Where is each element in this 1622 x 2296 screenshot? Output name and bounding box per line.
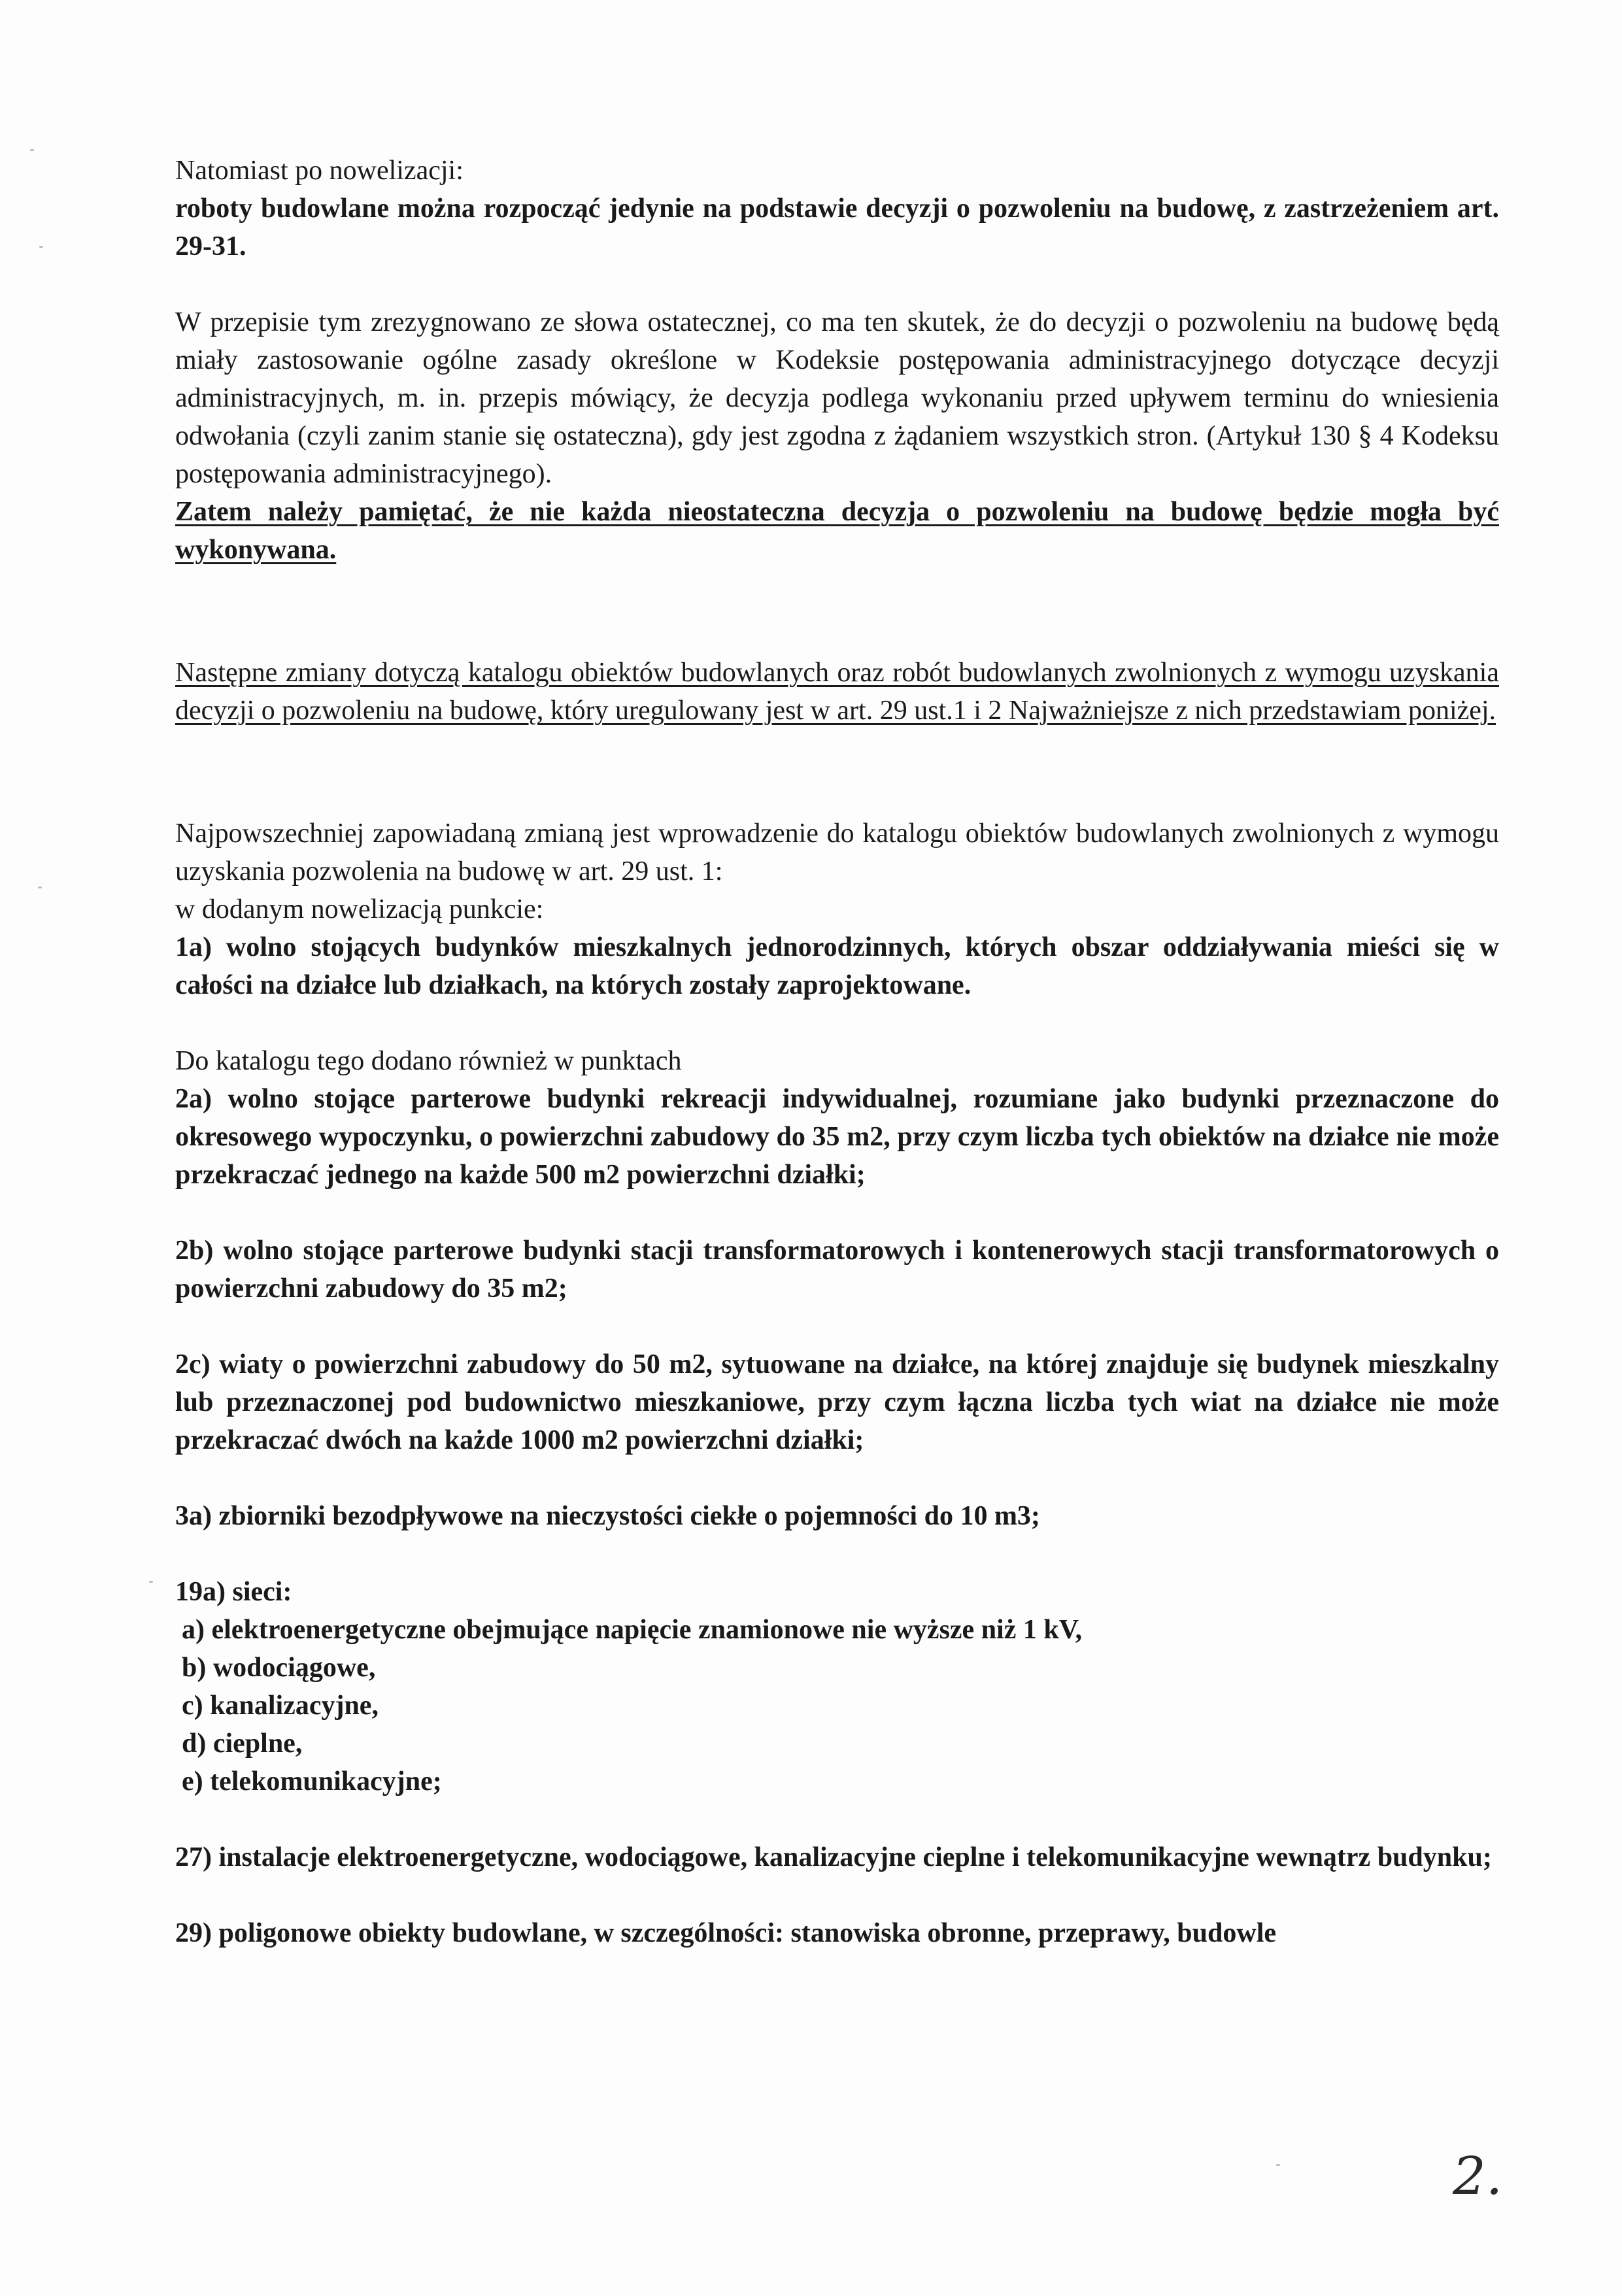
scan-speck: [38, 886, 42, 888]
intro-bold-text: roboty budowlane można rozpocząć jedynie na podstawie decyzji o pozwoleniu na budowę, z zastrzeżeniem art. 29-31.: [175, 194, 1499, 262]
item-2a: 2a) wolno stojące parterowe budynki rekreacji indywidualnej, rozumiane jako budynki przeznaczone do okresowego wypoczynku, o powierzchni zabudowy do 35 m2, przy czym liczba tych obiektów na działce nie może przekraczać jednego na każde 500 m2 powierzchni działki;: [175, 1084, 1499, 1190]
paragraph-added-point: w dodanym nowelizacją punkcie:: [175, 894, 544, 924]
paragraph-next-changes: Następne zmiany dotyczą katalogu obiektów budowlanych oraz robót budowlanych zwolnionych z wymogu uzyskania decyzji o pozwoleniu na budowę, który uregulowany jest w art. 29 ust.1 i 2 Najważniejsze z nich przedstawiam poniżej.: [175, 658, 1499, 726]
scan-speck: [149, 1581, 153, 1583]
item-19a-list: [175, 1611, 1499, 1800]
item-3a: 3a) zbiorniki bezodpływowe na nieczystości ciekłe o pojemności do 10 m3;: [175, 1501, 1040, 1531]
item-2c: 2c) wiaty o powierzchni zabudowy do 50 m2, sytuowane na działce, na której znajduje się budynek mieszkalny lub przeznaczonej pod budownictwo mieszkaniowe, przy czym łączna liczba tych wiat na działce nie może przekraczać dwóch na każde 1000 m2 powierzchni działki;: [175, 1349, 1499, 1455]
item-27: 27) instalacje elektroenergetyczne, wodociągowe, kanalizacyjne cieplne i telekomunikacyjne wewnątrz budynku;: [175, 1842, 1492, 1872]
item-19a: 19a) sieci:: [175, 1577, 292, 1607]
scan-speck: [30, 149, 34, 151]
list-item: a) elektroenergetyczne obejmujące napięcie znamionowe nie wyższe niż 1 kV,: [182, 1615, 1083, 1645]
list-item: c) kanalizacyjne,: [182, 1691, 379, 1721]
document-body: [175, 152, 1499, 1952]
list-item: b) wodociągowe,: [182, 1653, 376, 1683]
warning-text: Zatem należy pamiętać, że nie każda nieostateczna decyzja o pozwoleniu na budowę będzie mogła być wykonywana.: [175, 497, 1499, 565]
paragraph-catalog-additions: Do katalogu tego dodano również w punktach: [175, 1046, 682, 1076]
list-item: e) telekomunikacyjne;: [182, 1766, 442, 1797]
item-2b: 2b) wolno stojące parterowe budynki stacji transformatorowych i kontenerowych stacji transformatorowych o powierzchni zabudowy do 35 m2;: [175, 1236, 1499, 1304]
list-item: d) cieplne,: [182, 1729, 303, 1759]
paragraph-catalog-change: Najpowszechniej zapowiadaną zmianą jest wprowadzenie do katalogu obiektów budowlanych zwolnionych z wymogu uzyskania pozwolenia na budowę w art. 29 ust. 1:: [175, 819, 1499, 886]
intro-line: Natomiast po nowelizacji:: [175, 156, 464, 186]
item-29: 29) poligonowe obiekty budowlane, w szczególności: stanowiska obronne, przeprawy, budowle: [175, 1918, 1277, 1948]
item-1a: 1a) wolno stojących budynków mieszkalnych jednorodzinnych, których obszar oddziaływania mieści się w całości na działce lub działkach, na których zostały zaprojektowane.: [175, 932, 1499, 1000]
scan-speck: [1276, 2164, 1280, 2166]
scan-speck: [39, 246, 43, 248]
page-number: 2.: [1453, 2146, 1503, 2206]
paragraph-decision-rules: W przepisie tym zrezygnowano ze słowa ostatecznej, co ma ten skutek, że do decyzji o pozwoleniu na budowę będą miały zastosowanie ogólne zasady określone w Kodeksie postępowania administracyjnego dotyczące decyzji administracyjnych, m. in. przepis mówiący, że decyzja podlega wykonaniu przed upływem terminu do wniesienia odwołania (czyli zanim stanie się ostateczna), gdy jest zgodna z żądaniem wszystkich stron. (Artykuł 130 § 4 Kodeksu postępowania administracyjnego).: [175, 307, 1499, 489]
